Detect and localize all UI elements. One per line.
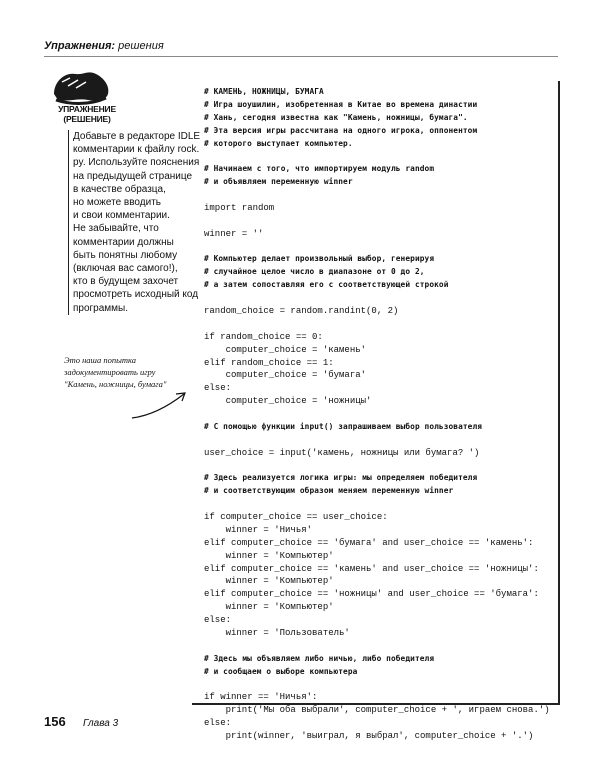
- code-comment-line: # случайное целое число в диапазоне от 0 до 2,: [204, 267, 425, 277]
- code-line: computer_choice = 'ножницы': [204, 396, 372, 407]
- code-comment-line: # С помощью функции input() запрашиваем выбор пользователя: [204, 421, 483, 431]
- code-line: computer_choice = 'камень': [204, 344, 367, 355]
- code-comment-line: # и соответствующим образом меняем переменную winner: [204, 486, 454, 496]
- code-line: winner = 'Пользователь': [204, 628, 350, 638]
- instruction-line: в качестве образца,: [73, 183, 166, 195]
- code-line: else:: [204, 718, 232, 729]
- code-line: winner = 'Ничья': [204, 524, 313, 535]
- code-line: elif computer_choice == 'бумага' and user_choice == 'камень':: [204, 537, 534, 548]
- code-comment-line: # Хань, сегодня известна как "Камень, ножницы, бумага".: [204, 112, 468, 122]
- page-header: [44, 40, 164, 52]
- code-comment-line: # и сообщаем о выборе компьютера: [204, 666, 358, 676]
- header-title: Упражнения:: [44, 40, 116, 52]
- code-line: random_choice = random.randint(0, 2): [204, 306, 399, 316]
- instruction-line: на предыдущей странице: [73, 170, 193, 182]
- header-subtitle: решения: [118, 40, 164, 52]
- code-line: winner = 'Компьютер': [204, 602, 334, 613]
- instruction-line: py. Используйте пояснения: [73, 157, 200, 169]
- instruction-line: программы.: [73, 302, 129, 314]
- code-line: else:: [204, 383, 232, 394]
- code-comment-line: # Эта версия игры рассчитана на одного игрока, оппонентом: [204, 125, 478, 135]
- instruction-line: комментарии к файлу rock.: [73, 144, 200, 156]
- handnote-line: задокументировать игру: [64, 367, 156, 377]
- code-line: user_choice = input('камень, ножницы или бумага? '): [204, 447, 480, 458]
- code-comment-line: # и объявляем переменную winner: [204, 177, 353, 187]
- instruction-line: но можете вводить: [73, 197, 161, 209]
- instruction-line: и свои комментарии.: [73, 210, 170, 222]
- instruction-line: комментарии должны: [73, 236, 174, 248]
- chapter-label: Глава 3: [83, 718, 119, 729]
- code-line: else:: [204, 615, 232, 626]
- code-line: if random_choice == 0:: [204, 331, 323, 342]
- code-line: if computer_choice == user_choice:: [204, 512, 388, 522]
- code-comment-line: # Начинаем с того, что импортируем модуль random: [204, 164, 435, 174]
- code-line: winner = 'Компьютер': [204, 550, 334, 561]
- code-comment-line: # Компьютер делает произвольный выбор, генерируя: [204, 254, 435, 264]
- code-line: print('Мы оба выбрали', computer_choice + ', играем снова.'): [204, 705, 550, 716]
- handnote-line: "Камень, ножницы, бумага": [64, 379, 167, 389]
- code-line: winner = '': [204, 228, 264, 239]
- code-line: print(winner, 'выиграл, я выбрал', computer_choice + '.'): [204, 731, 534, 741]
- handwritten-note: [64, 354, 194, 390]
- code-line: if winner == 'Ничья':: [204, 692, 318, 703]
- code-comment-line: # Игра шоушилин, изобретенная в Китае во времена династии: [204, 99, 478, 109]
- code-line: elif random_choice == 1:: [204, 357, 334, 368]
- page-number: 156: [44, 714, 66, 729]
- instruction-line: просмотреть исходный код: [73, 289, 199, 301]
- handnote-line: Это наша попытка: [64, 355, 136, 365]
- arrow-icon: [130, 386, 192, 422]
- exercise-badge: [52, 104, 122, 124]
- code-comment-line: # которого выступает компьютер.: [204, 138, 353, 148]
- instruction-line: кто в будущем захочет: [73, 276, 179, 288]
- instruction-line: Не забывайте, что: [73, 223, 159, 235]
- code-line: elif computer_choice == 'ножницы' and user_choice == 'бумага':: [204, 589, 539, 600]
- code-comment-line: # Здесь мы объявляем либо ничью, либо победителя: [204, 653, 435, 663]
- instruction-line: Добавьте в редакторе IDLE: [73, 131, 201, 142]
- instruction-text: [68, 130, 201, 315]
- badge-line-1: УПРАЖНЕНИЕ: [58, 104, 116, 114]
- instruction-line: (включая вас самого!),: [73, 263, 178, 275]
- code-line: computer_choice = 'бумага': [204, 370, 367, 381]
- code-comment-line: # КАМЕНЬ, НОЖНИЦЫ, БУМАГА: [204, 87, 324, 96]
- code-line: elif computer_choice == 'камень' and user_choice == 'ножницы':: [204, 563, 539, 574]
- page-footer: [44, 714, 118, 729]
- instruction-line: быть понятны любому: [73, 249, 178, 261]
- header-rule: [44, 56, 558, 57]
- code-comment-line: # Здесь реализуется логика игры: мы определяем победителя: [204, 473, 478, 483]
- code-line: import random: [204, 202, 275, 213]
- badge-line-2: (РЕШЕНИЕ): [63, 114, 111, 124]
- code-line: winner = 'Компьютер': [204, 576, 334, 587]
- code-comment-line: # а затем сопоставляя его с соответствующей строкой: [204, 280, 449, 290]
